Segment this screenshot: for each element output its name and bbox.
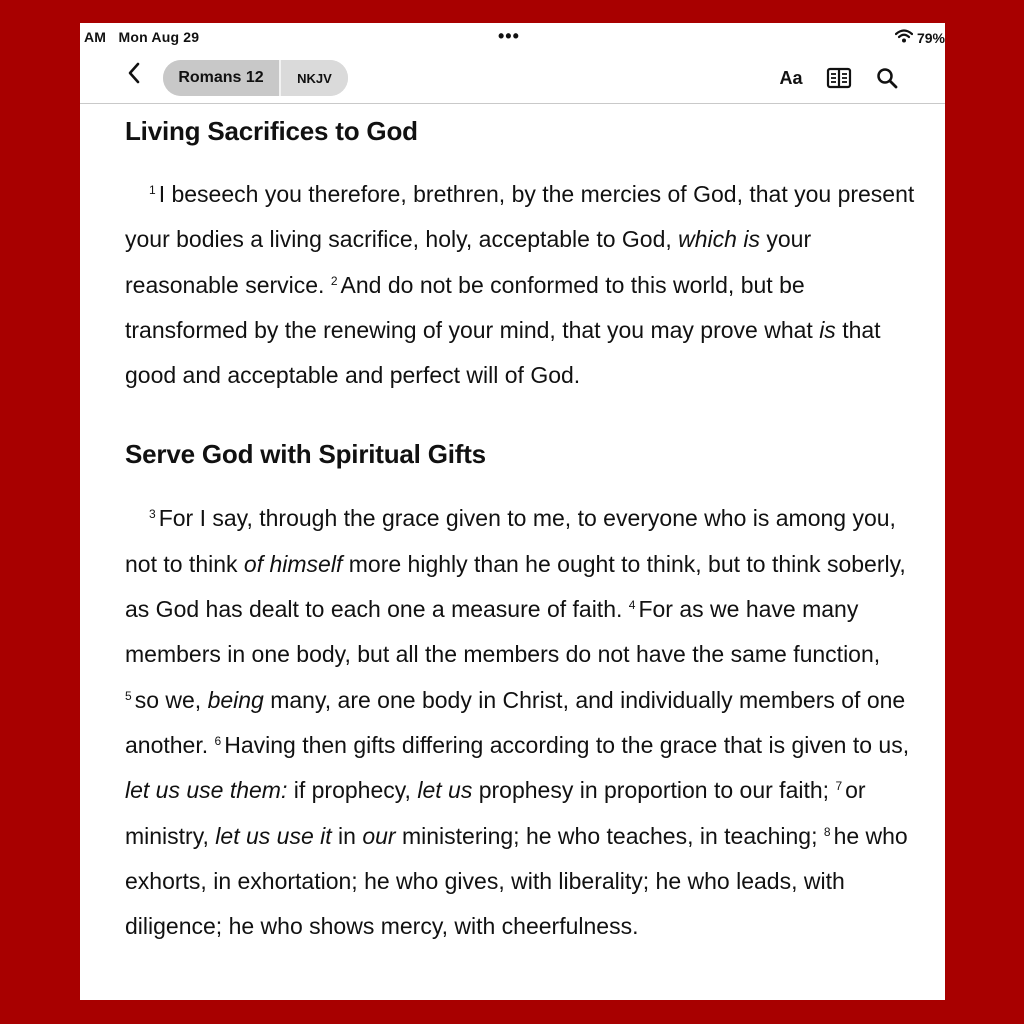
verse-text-italic: which is — [678, 226, 760, 253]
back-button[interactable] — [120, 61, 148, 89]
verse-number: 6 — [214, 733, 222, 748]
verse-text: or ministry, — [125, 777, 866, 849]
reader-screen — [80, 23, 945, 1000]
status-time — [84, 29, 199, 45]
reference-selector — [163, 60, 348, 96]
verse-paragraph — [125, 496, 915, 949]
verse-text-italic: being — [207, 686, 264, 713]
verse-text: so we, — [134, 686, 208, 713]
verse-text: And do not be conformed to this world, but be transformed by the renewing of your mind, that you may prove what — [125, 271, 820, 343]
verse-text: For I say, through the grace given to me, to everyone who is among you, not to think — [125, 505, 896, 577]
verse-text-italic: let us use it — [215, 822, 332, 849]
verse-text: ministering; he who teaches, in teaching; — [395, 822, 824, 849]
verse-text-italic: of himself — [243, 550, 343, 577]
multitasking-dots-icon[interactable]: ••• — [498, 26, 520, 46]
battery-percent: 79% — [916, 29, 945, 46]
verse-text: For as we have many members in one body, but all the members do not have the same function, — [125, 596, 881, 668]
wifi-icon — [895, 29, 913, 46]
verse-number: 5 — [125, 688, 132, 703]
verse-text: many, are one body in Christ, and individually members of one another. — [125, 686, 906, 758]
status-bar — [80, 23, 945, 51]
chevron-left-icon — [127, 62, 141, 89]
font-settings-button[interactable]: Aa — [779, 67, 803, 88]
search-icon[interactable] — [873, 64, 901, 92]
verse-paragraph — [125, 172, 915, 398]
parallel-book-icon[interactable] — [825, 64, 853, 92]
verse-text-italic: is — [819, 316, 836, 343]
toolbar-tools — [777, 63, 901, 93]
verse-text: in — [331, 822, 363, 849]
status-clock: AM — [84, 29, 107, 45]
verse-number: 7 — [835, 779, 843, 794]
verse-text: Having then gifts differing according to the grace that is given to us, — [224, 731, 910, 758]
book-chapter-button[interactable]: Romans 12 — [163, 60, 279, 96]
verse-number: 2 — [330, 273, 338, 288]
verse-text: that good and acceptable and perfect will of God. — [125, 316, 881, 389]
section-heading: Serve God with Spiritual Gifts — [125, 439, 486, 470]
verse-number: 4 — [628, 598, 636, 613]
verse-text-italic: let us — [417, 777, 473, 804]
verse-text: if prophecy, — [287, 777, 418, 804]
verse-text: I beseech you therefore, brethren, by the mercies of God, that you present your bodies a living sacrifice, holy, acceptable to God, — [125, 181, 915, 253]
verse-text: he who exhorts, in exhortation; he who gives, with liberality; he who leads, with diligence; he who shows mercy, with cheerfulness. — [125, 822, 908, 940]
status-date: Mon Aug 29 — [118, 29, 200, 45]
verse-text: your reasonable service. — [125, 226, 812, 298]
verse-text-italic: let us use them: — [125, 777, 288, 804]
chapter-content — [125, 111, 915, 949]
status-indicators — [895, 29, 945, 46]
version-button[interactable]: NKJV — [281, 60, 348, 96]
verse-text: prophesy in proportion to our faith; — [472, 777, 836, 804]
verse-number: 8 — [823, 824, 831, 839]
verse-text-italic: our — [362, 822, 396, 849]
verse-number: 3 — [149, 507, 156, 522]
verse-text: more highly than he ought to think, but to think soberly, as God has dealt to each one a measure of faith. — [125, 550, 906, 623]
verse-number: 1 — [149, 183, 156, 197]
navigation-bar — [80, 51, 945, 104]
section-heading: Living Sacrifices to God — [125, 116, 418, 146]
